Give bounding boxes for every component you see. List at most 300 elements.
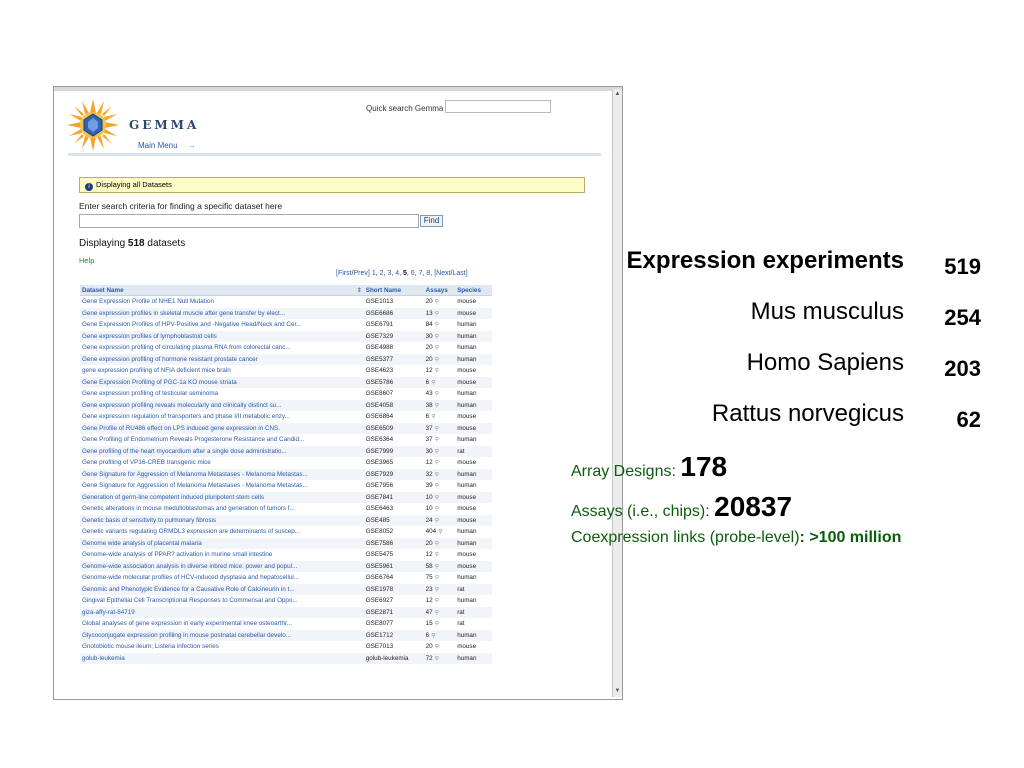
- assays-cell: [424, 538, 456, 550]
- column-header-species[interactable]: Species: [455, 285, 492, 296]
- coexpression-stat: [571, 529, 901, 547]
- short-name-cell: [364, 296, 424, 308]
- assays-cell-text: 20: [425, 539, 433, 547]
- pager-next[interactable]: [Next: [434, 270, 451, 277]
- assays-cell-text: 47: [425, 608, 433, 616]
- assays-cell: [424, 561, 456, 573]
- magnifier-icon[interactable]: ⚲: [434, 333, 439, 340]
- dataset-name-link[interactable]: [80, 400, 364, 412]
- assays-cell: [424, 434, 456, 446]
- dataset-name-link-text[interactable]: Gingival Epithelial Cell Transcriptional Responses to Commensal and Oppo...: [82, 597, 298, 605]
- short-name-cell-text: GSE7929: [365, 470, 394, 478]
- datasets-table-body: [80, 296, 492, 665]
- assays-cell-text: 58: [425, 562, 433, 570]
- species-cell: [455, 561, 492, 573]
- species-cell-text: rat: [457, 608, 465, 616]
- species-cell-text: human: [457, 332, 477, 340]
- pager-page-link[interactable]: 6: [410, 270, 415, 277]
- assays-cell-text: 6: [425, 378, 430, 386]
- main-menu-link[interactable]: [138, 141, 196, 150]
- species-cell: [455, 653, 492, 665]
- pager-sep: /: [351, 270, 354, 277]
- pager-page-link[interactable]: 3: [387, 270, 392, 277]
- species-cell-text: human: [457, 631, 477, 639]
- column-header-dataset-name[interactable]: [80, 285, 364, 296]
- magnifier-icon[interactable]: ⚲: [434, 598, 439, 605]
- dataset-name-link-text[interactable]: golub-leukemia: [82, 654, 125, 662]
- species-cell: [455, 641, 492, 653]
- magnifier-icon[interactable]: ⚲: [434, 391, 439, 398]
- notice-text: Displaying all Datasets: [96, 180, 172, 189]
- short-name-cell-text: GSE8052: [365, 528, 394, 536]
- dataset-name-link-text[interactable]: Genome-wide association analysis in diverse inbred mice: power and popul...: [82, 562, 298, 570]
- short-name-cell: [364, 503, 424, 515]
- species-cell: [455, 618, 492, 630]
- dataset-name-link[interactable]: [80, 319, 364, 331]
- assays-cell-text: 12: [425, 597, 433, 605]
- pager-comma: ,: [430, 270, 435, 277]
- dataset-name-link-text[interactable]: Gene Expression Profiles of HPV-Positive and -Negative Head/Neck and Cer...: [82, 321, 302, 329]
- help-link[interactable]: Help: [79, 256, 95, 265]
- dataset-name-link-text[interactable]: Genome-wide analysis of PPAR? activation in murine small intestine: [82, 551, 273, 559]
- magnifier-icon[interactable]: ⚲: [434, 609, 439, 616]
- assays-cell: [424, 331, 456, 343]
- assays-cell: [424, 446, 456, 458]
- table-row: [80, 423, 492, 435]
- short-name-cell-text: GSE6686: [365, 309, 394, 317]
- dataset-name-link-text[interactable]: Gene expression profiles in skeletal muscle after gene transfer by elect...: [82, 309, 286, 317]
- species-cell: [455, 423, 492, 435]
- search-criteria-label: Enter search criteria for finding a specific dataset here: [79, 201, 283, 211]
- species-cell-text: mouse: [457, 309, 477, 317]
- table-row: [80, 595, 492, 607]
- dataset-name-link[interactable]: [80, 630, 364, 642]
- magnifier-icon[interactable]: ⚲: [434, 437, 439, 444]
- dataset-name-link[interactable]: [80, 354, 364, 366]
- short-name-cell-text: GSE8607: [365, 390, 394, 398]
- dataset-search-input[interactable]: [79, 214, 419, 228]
- browser-screenshot: [53, 86, 623, 700]
- dataset-name-link-text[interactable]: Genetic basis of sensitivity to pulmonary fibrosis: [82, 516, 217, 524]
- magnifier-icon[interactable]: ⚲: [434, 448, 439, 455]
- assays-cell: [424, 319, 456, 331]
- short-name-cell-text: GSE7586: [365, 539, 394, 547]
- dataset-name-link[interactable]: [80, 618, 364, 630]
- species-cell: [455, 411, 492, 423]
- dataset-name-link-text[interactable]: Gene expression profiles of lymphoblastoid cells: [82, 332, 217, 340]
- dataset-name-link-text[interactable]: Gene expression profiling of testicular seminoma: [82, 390, 219, 398]
- table-row: [80, 434, 492, 446]
- short-name-cell-text: GSE4058: [365, 401, 394, 409]
- short-name-cell: [364, 377, 424, 389]
- table-row: [80, 365, 492, 377]
- dataset-count-heading: [79, 238, 185, 249]
- dataset-name-link-text[interactable]: Gene Expression Profile of NHE1 Null Mutation: [82, 298, 214, 306]
- dataset-name-link-text[interactable]: Gene Profiling of Endometrium Reveals Progesterone Resistance and Candid...: [82, 436, 305, 444]
- dataset-name-link-text[interactable]: Gene expression profiling of circulating plasma RNA from colorectal canc...: [82, 344, 291, 352]
- pager-pages-after: [411, 270, 434, 277]
- short-name-cell: [364, 526, 424, 538]
- species-cell: [455, 584, 492, 596]
- magnifier-icon[interactable]: ⚲: [434, 517, 439, 524]
- dataset-name-link-text[interactable]: Gene profiling of VP16-CREB transgenic mice: [82, 459, 211, 467]
- assays-cell: [424, 515, 456, 527]
- magnifier-icon[interactable]: ⚲: [434, 356, 439, 363]
- short-name-cell-text: GSE4988: [365, 344, 394, 352]
- datasets-table: [80, 285, 492, 664]
- dataset-name-link[interactable]: [80, 296, 364, 308]
- magnifier-icon[interactable]: ⚲: [434, 655, 439, 662]
- pagination: [First/Prev] 1, 2, 3, 4, 5, 6, 7, 8, [Next/Last]: [336, 270, 468, 277]
- short-name-cell-text: GSE3965: [365, 459, 394, 467]
- dataset-name-link-text[interactable]: Genome wide analysis of placental malaria: [82, 539, 202, 547]
- dataset-name-link[interactable]: [80, 434, 364, 446]
- dataset-name-link-text[interactable]: Genome-wide molecular profiles of HCV-induced dysplasia and hepatocellul...: [82, 574, 300, 582]
- table-row: [80, 618, 492, 630]
- dataset-name-link[interactable]: [80, 595, 364, 607]
- assays-cell: [424, 354, 456, 366]
- assays-cell-text: 10: [425, 505, 433, 513]
- dataset-name-link[interactable]: [80, 457, 364, 469]
- gemma-logo-icon: [67, 99, 119, 151]
- assays-cell: [424, 526, 456, 538]
- species-cell-text: human: [457, 355, 477, 363]
- table-row: [80, 400, 492, 412]
- short-name-cell: [364, 365, 424, 377]
- menu-arrow-icon[interactable]: →: [187, 141, 196, 150]
- short-name-cell: [364, 572, 424, 584]
- species-cell: [455, 365, 492, 377]
- expression-experiments-label: Expression experiments: [626, 247, 904, 274]
- magnifier-icon[interactable]: ⚲: [434, 322, 439, 329]
- table-row: [80, 469, 492, 481]
- short-name-cell-text: GSE6927: [365, 597, 394, 605]
- dataset-name-link-text[interactable]: gene expression profiling of NFIA deficient mice brain: [82, 367, 231, 375]
- short-name-cell-text: GSE5961: [365, 562, 394, 570]
- assays-cell-text: 37: [425, 436, 433, 444]
- table-row: [80, 354, 492, 366]
- dataset-name-link[interactable]: [80, 515, 364, 527]
- species-cell-text: human: [457, 528, 477, 536]
- short-name-cell: [364, 607, 424, 619]
- species-cell: [455, 342, 492, 354]
- info-notice: [79, 177, 585, 193]
- dataset-name-link[interactable]: [80, 331, 364, 343]
- assays-cell: [424, 388, 456, 400]
- dataset-name-link-text[interactable]: Genetic variants regulating ORMDL3 expression are determinants of suscep...: [82, 528, 301, 536]
- dataset-name-link[interactable]: [80, 446, 364, 458]
- dataset-name-link-text[interactable]: Gene expression profiling reveals molecularly and clinically distinct su...: [82, 401, 282, 409]
- table-row: [80, 526, 492, 538]
- assays-cell: [424, 584, 456, 596]
- dataset-name-link[interactable]: [80, 503, 364, 515]
- magnifier-icon[interactable]: ⚲: [434, 621, 439, 628]
- sort-icon[interactable]: ⇕: [356, 287, 362, 294]
- short-name-cell-text: GSE6864: [365, 413, 394, 421]
- displaying-prefix: Displaying: [79, 238, 126, 249]
- table-row: [80, 377, 492, 389]
- column-header-assays[interactable]: Assays: [424, 285, 456, 296]
- dataset-name-link-text[interactable]: Gnotobiotic mouse ileum; Listeria infection series: [82, 643, 219, 651]
- species-cell-text: mouse: [457, 424, 477, 432]
- table-row: [80, 549, 492, 561]
- dataset-name-link[interactable]: [80, 584, 364, 596]
- species-cell-text: mouse: [457, 551, 477, 559]
- short-name-cell-text: GSE6791: [365, 321, 394, 329]
- short-name-cell-text: GSE7013: [365, 643, 394, 651]
- table-row: [80, 388, 492, 400]
- quick-search-input[interactable]: [445, 100, 551, 113]
- assays-cell: [424, 308, 456, 320]
- species-cell: [455, 538, 492, 550]
- short-name-cell: [364, 400, 424, 412]
- dataset-name-link[interactable]: [80, 411, 364, 423]
- short-name-cell-text: GSE7999: [365, 447, 394, 455]
- short-name-cell: [364, 308, 424, 320]
- dataset-name-link[interactable]: [80, 492, 364, 504]
- table-row: [80, 319, 492, 331]
- table-row: [80, 457, 492, 469]
- short-name-cell: [364, 641, 424, 653]
- dataset-name-link[interactable]: [80, 607, 364, 619]
- coexpression-label: Coexpression links (probe-level): [571, 529, 800, 546]
- short-name-cell: [364, 538, 424, 550]
- assays-cell: [424, 469, 456, 481]
- species-cell: [455, 480, 492, 492]
- short-name-cell: [364, 595, 424, 607]
- pager-page-link[interactable]: 8: [426, 270, 431, 277]
- species-cell: [455, 354, 492, 366]
- scroll-down-icon[interactable]: ▼: [614, 688, 621, 694]
- dataset-name-link-text[interactable]: Global analyses of gene expression in early experimental knee osteoarthr...: [82, 620, 293, 628]
- assays-cell-text: 23: [425, 585, 433, 593]
- species-cell: [455, 377, 492, 389]
- magnifier-icon[interactable]: ⚲: [434, 644, 439, 651]
- pager-comma: ,: [414, 270, 419, 277]
- species-cell: [455, 319, 492, 331]
- dataset-name-link[interactable]: [80, 561, 364, 573]
- dataset-name-link-text[interactable]: giza-affy-rat-84719: [82, 608, 135, 616]
- magnifier-icon[interactable]: ⚲: [434, 402, 439, 409]
- dataset-name-link[interactable]: [80, 526, 364, 538]
- assays-cell-text: 38: [425, 401, 433, 409]
- dataset-name-link[interactable]: [80, 549, 364, 561]
- species-cell: [455, 457, 492, 469]
- dataset-name-link[interactable]: [80, 377, 364, 389]
- dataset-name-link[interactable]: [80, 365, 364, 377]
- short-name-cell-text: GSE485: [365, 516, 390, 524]
- magnifier-icon[interactable]: ⚲: [434, 460, 439, 467]
- short-name-cell-text: GSE5786: [365, 378, 394, 386]
- dataset-name-link-text[interactable]: Genomic and Phenotypic Evidence for a Causative Role of Calcineurin in t...: [82, 585, 295, 593]
- dataset-name-link[interactable]: [80, 308, 364, 320]
- dataset-name-link-text[interactable]: Gene profiling of the heart myocardium after a single dose administratio...: [82, 447, 287, 455]
- magnifier-icon[interactable]: ⚲: [434, 540, 439, 547]
- table-row: [80, 538, 492, 550]
- magnifier-icon[interactable]: ⚲: [434, 368, 439, 375]
- dataset-name-link[interactable]: [80, 538, 364, 550]
- dataset-name-link-text[interactable]: Gene expression profiling of hormone resistant prostate cancer: [82, 355, 258, 363]
- assays-cell-text: 30: [425, 447, 433, 455]
- magnifier-icon[interactable]: ⚲: [434, 425, 439, 432]
- short-name-cell: [364, 492, 424, 504]
- assays-cell: [424, 572, 456, 584]
- assays-cell-text: 24: [425, 516, 433, 524]
- assays-cell-text: 12: [425, 551, 433, 559]
- dataset-name-link-text[interactable]: Gene Profile of RU486 effect on LPS induced gene expression in CNS.: [82, 424, 281, 432]
- pager-comma: ,: [375, 270, 380, 277]
- pager-page-link[interactable]: 1: [371, 270, 376, 277]
- assays-cell: [424, 607, 456, 619]
- homo-sapiens-label: Homo Sapiens: [746, 349, 904, 376]
- pager-first[interactable]: [First: [336, 270, 352, 277]
- pager-current-page: 5: [403, 270, 407, 277]
- magnifier-icon[interactable]: ⚲: [434, 506, 439, 513]
- assays-cell: [424, 630, 456, 642]
- dataset-name-link[interactable]: [80, 388, 364, 400]
- assays-cell-text: 12: [425, 367, 433, 375]
- table-row: [80, 296, 492, 308]
- species-cell-text: human: [457, 597, 477, 605]
- magnifier-icon[interactable]: ⚲: [431, 414, 436, 421]
- dataset-name-link-text[interactable]: Glycoconjugate expression profiling in mouse postnatal cerebellar develo...: [82, 631, 291, 639]
- species-cell: [455, 503, 492, 515]
- short-name-cell: [364, 469, 424, 481]
- assays-cell: [424, 423, 456, 435]
- species-cell: [455, 400, 492, 412]
- dataset-name-link-text[interactable]: Gene Signature for Aggression of Melanoma Metastases - Melanoma Metastas...: [82, 482, 308, 490]
- table-row: [80, 641, 492, 653]
- table-row: [80, 492, 492, 504]
- scroll-up-icon[interactable]: ▲: [614, 91, 621, 97]
- assays-cell-text: 12: [425, 459, 433, 467]
- assays-cell: [424, 365, 456, 377]
- magnifier-icon[interactable]: ⚲: [434, 575, 439, 582]
- magnifier-icon[interactable]: ⚲: [434, 310, 439, 317]
- magnifier-icon[interactable]: ⚲: [434, 552, 439, 559]
- pager-comma: ,: [399, 270, 403, 277]
- assays-cell: [424, 480, 456, 492]
- magnifier-icon[interactable]: ⚲: [434, 494, 439, 501]
- assays-cell-text: 15: [425, 620, 433, 628]
- assays-cell: [424, 492, 456, 504]
- table-row: [80, 653, 492, 665]
- dataset-name-link[interactable]: [80, 653, 364, 665]
- dataset-name-link-text[interactable]: Generation of germ-line competent induced pluripotent stem cells: [82, 493, 265, 501]
- pager-page-link[interactable]: 2: [379, 270, 384, 277]
- short-name-cell-text: golub-leukemia: [365, 654, 409, 662]
- coexpression-value: : >100 million: [799, 529, 902, 546]
- short-name-cell-text: GSE8077: [365, 620, 394, 628]
- assays-cell-text: 84: [425, 321, 433, 329]
- short-name-cell: [364, 411, 424, 423]
- short-name-cell-text: GSE6364: [365, 436, 394, 444]
- species-cell-text: human: [457, 574, 477, 582]
- magnifier-icon[interactable]: ⚲: [431, 632, 436, 639]
- pager-sep: /: [450, 270, 453, 277]
- pager-last[interactable]: Last]: [452, 270, 468, 277]
- short-name-cell: [364, 549, 424, 561]
- short-name-cell-text: GSE5475: [365, 551, 394, 559]
- find-button[interactable]: Find: [420, 215, 443, 227]
- assays-cell-text: 20: [425, 355, 433, 363]
- array-designs-label: Array Designs:: [571, 463, 681, 480]
- magnifier-icon[interactable]: ⚲: [438, 529, 443, 536]
- short-name-cell: [364, 319, 424, 331]
- table-row: [80, 411, 492, 423]
- species-cell-text: mouse: [457, 367, 477, 375]
- magnifier-icon[interactable]: ⚲: [434, 563, 439, 570]
- assays-cell-text: 30: [425, 332, 433, 340]
- assays-cell: [424, 400, 456, 412]
- displaying-suffix: datasets: [147, 238, 186, 249]
- table-row: [80, 331, 492, 343]
- assays-cell-text: 37: [425, 424, 433, 432]
- dataset-name-link[interactable]: [80, 469, 364, 481]
- rattus-norvegicus-label: Rattus norvegicus: [711, 400, 904, 427]
- species-cell-text: rat: [457, 620, 465, 628]
- assays-cell: [424, 377, 456, 389]
- short-name-cell-text: GSE5377: [365, 355, 394, 363]
- dataset-name-link-text[interactable]: Genetic alterations in mouse medulloblastomas and generation of tumors f...: [82, 505, 295, 513]
- table-row: [80, 342, 492, 354]
- pager-page-link[interactable]: 4: [395, 270, 400, 277]
- species-cell-text: human: [457, 344, 477, 352]
- dataset-name-link-text[interactable]: Gene expression regulation of transporters and phase I/II metabolic enzy...: [82, 413, 290, 421]
- assays-cell-text: 32: [425, 470, 433, 478]
- vertical-scrollbar[interactable]: [612, 89, 622, 697]
- species-cell-text: mouse: [457, 562, 477, 570]
- main-menu-label[interactable]: Main Menu: [138, 141, 178, 150]
- species-cell-text: human: [457, 654, 477, 662]
- magnifier-icon[interactable]: ⚲: [434, 345, 439, 352]
- short-name-cell-text: GSE7329: [365, 332, 394, 340]
- short-name-cell-text: GSE1712: [365, 631, 394, 639]
- dataset-name-link[interactable]: [80, 342, 364, 354]
- assays-cell: [424, 503, 456, 515]
- magnifier-icon[interactable]: ⚲: [434, 299, 439, 306]
- species-cell-text: human: [457, 321, 477, 329]
- column-dataset-name-label[interactable]: Dataset Name: [82, 286, 124, 294]
- magnifier-icon[interactable]: ⚲: [434, 483, 439, 490]
- pager-prev[interactable]: Prev]: [353, 270, 370, 277]
- dataset-name-link[interactable]: [80, 572, 364, 584]
- assays-cell-text: 6: [425, 631, 430, 639]
- pager-pages-before: [372, 270, 403, 277]
- dataset-name-link[interactable]: [80, 480, 364, 492]
- dataset-name-link[interactable]: [80, 641, 364, 653]
- table-row: [80, 630, 492, 642]
- magnifier-icon[interactable]: ⚲: [434, 586, 439, 593]
- pager-comma: ,: [383, 270, 388, 277]
- pager-comma: ,: [391, 270, 396, 277]
- magnifier-icon[interactable]: ⚲: [434, 471, 439, 478]
- table-row: [80, 446, 492, 458]
- dataset-name-link-text[interactable]: Gene Expression Profiling of PGC-1a KO mouse striata: [82, 378, 237, 386]
- species-cell-text: human: [457, 436, 477, 444]
- short-name-cell: [364, 561, 424, 573]
- species-cell-text: human: [457, 401, 477, 409]
- species-cell-text: mouse: [457, 493, 477, 501]
- pager-page-link[interactable]: 7: [418, 270, 423, 277]
- species-cell: [455, 595, 492, 607]
- magnifier-icon[interactable]: ⚲: [431, 379, 436, 386]
- dataset-name-link-text[interactable]: Gene Signature for Aggression of Melanoma Metastases - Melanoma Metastas...: [82, 470, 308, 478]
- short-name-cell: [364, 457, 424, 469]
- dataset-name-link[interactable]: [80, 423, 364, 435]
- column-header-short-name[interactable]: Short Name: [364, 285, 424, 296]
- species-cell-text: mouse: [457, 378, 477, 386]
